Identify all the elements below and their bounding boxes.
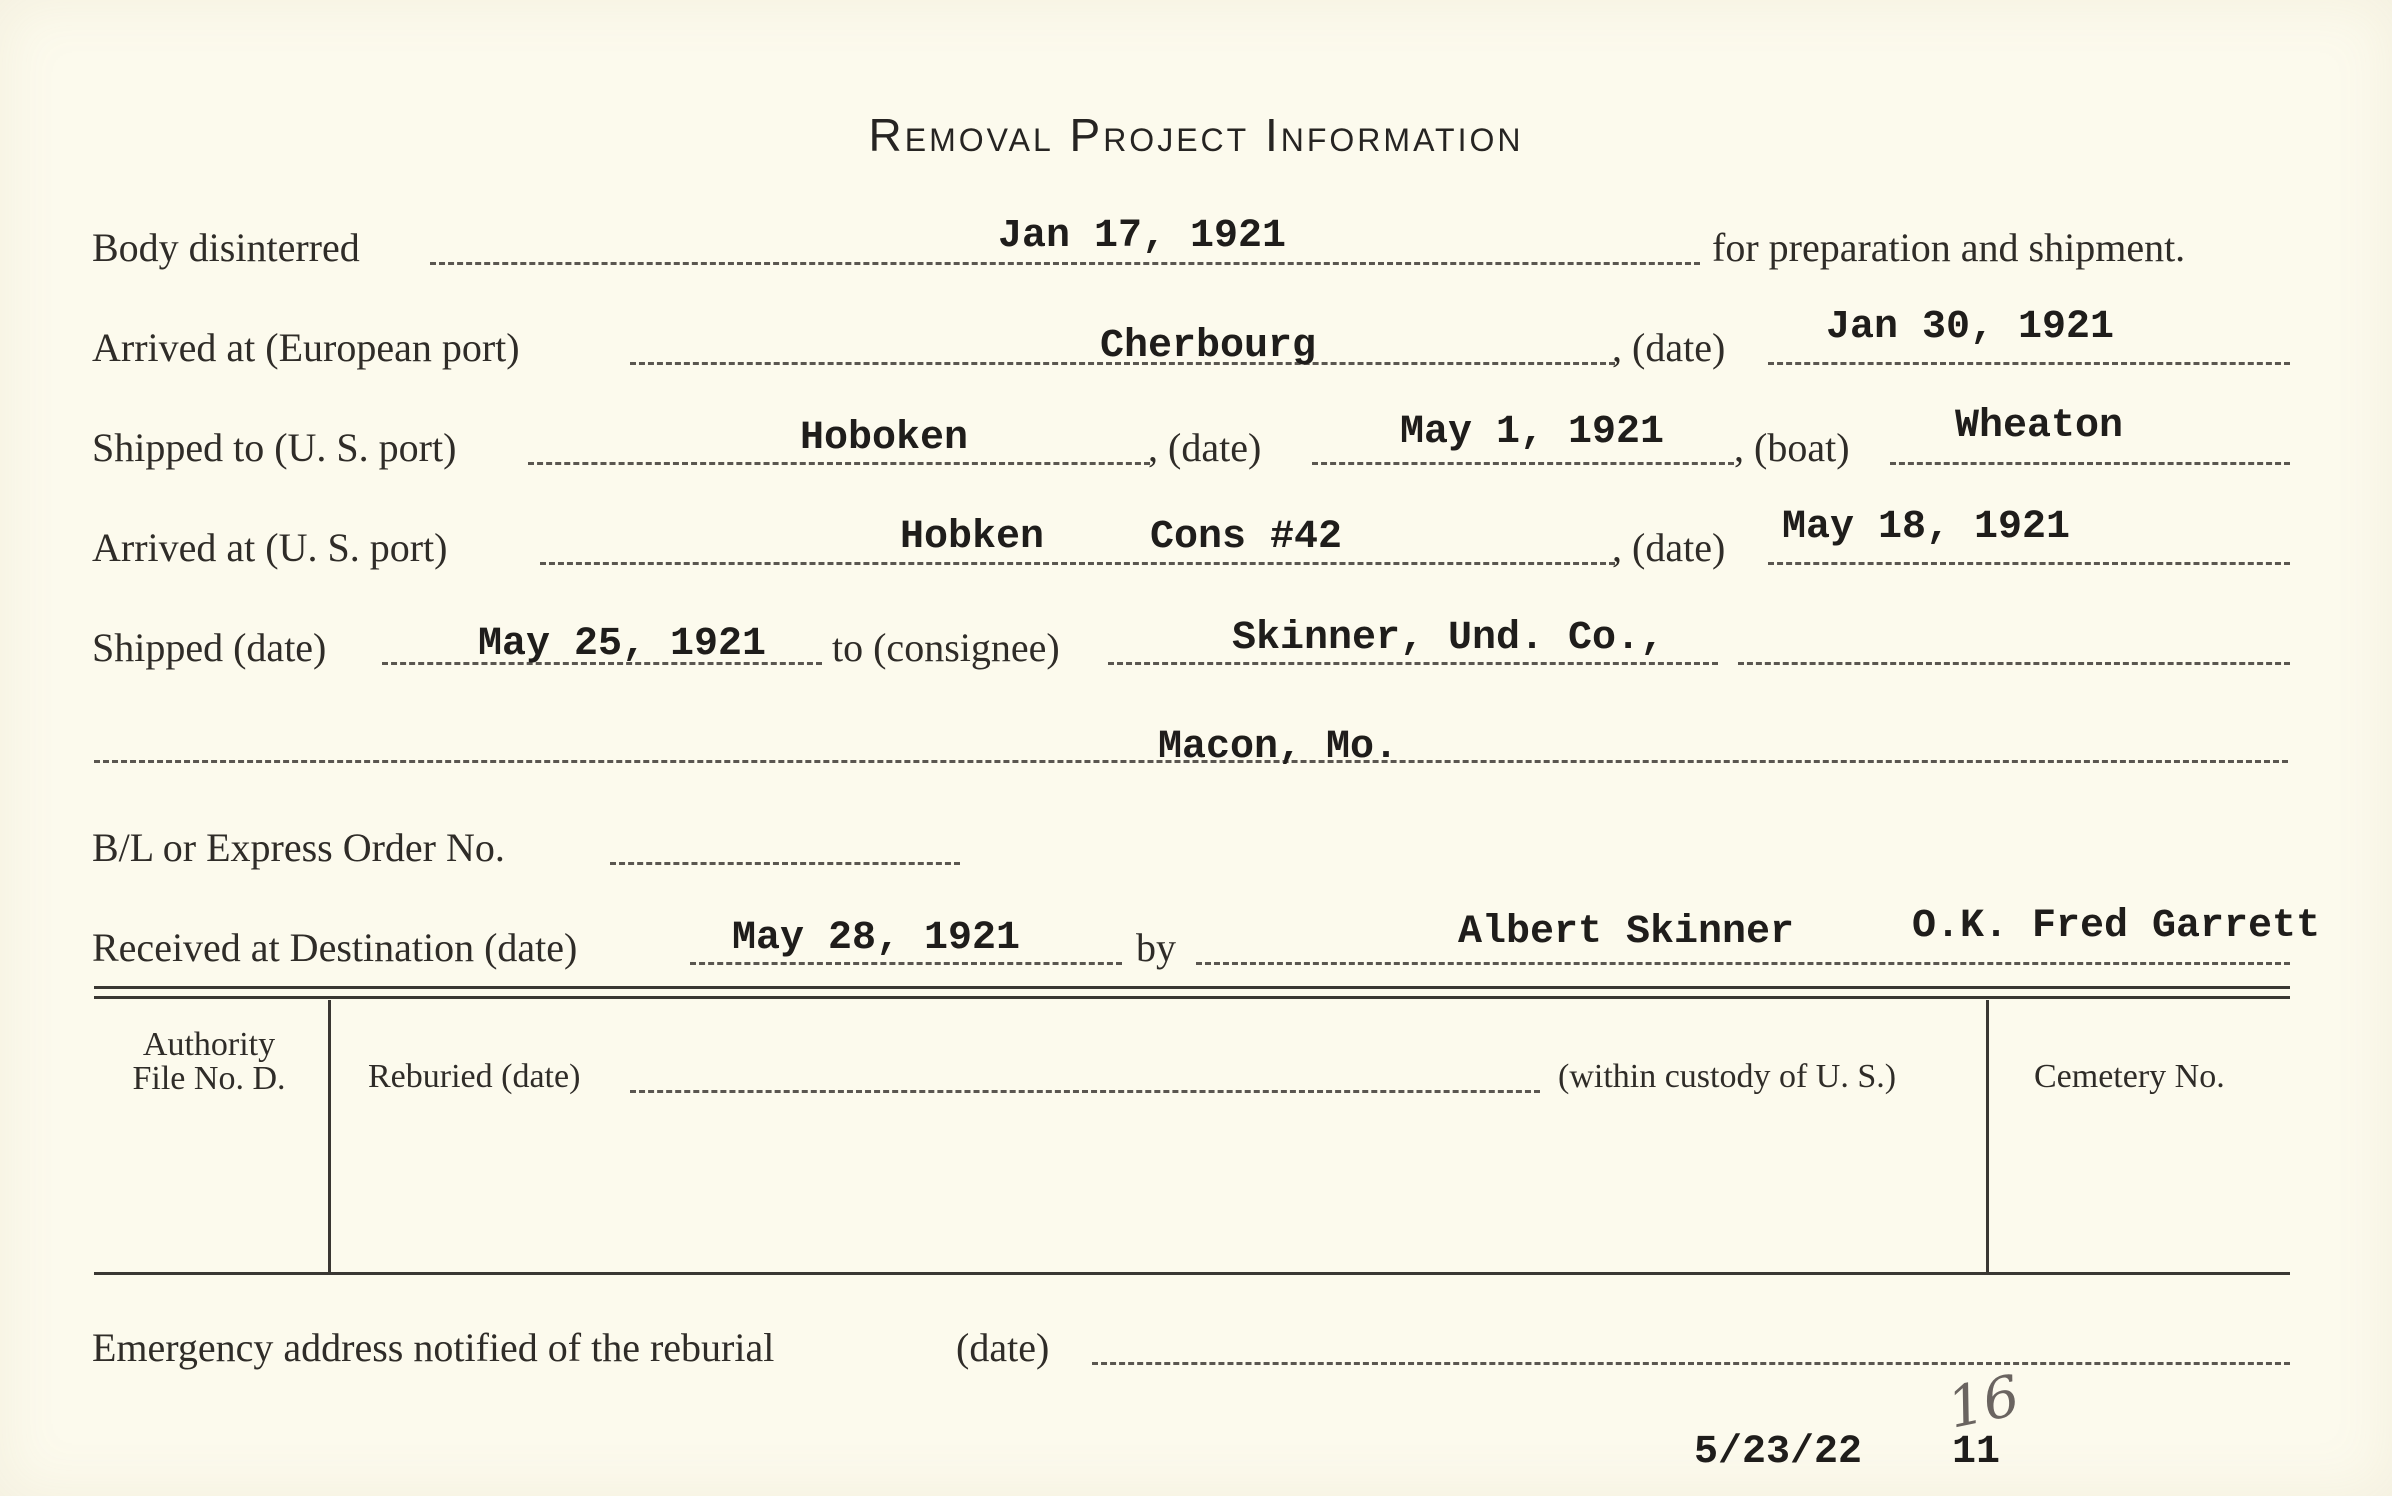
disinterred-label: Body disinterred [92,225,360,270]
footer-number: 11 [1952,1430,2001,1475]
disinterred-date: Jan 17, 1921 [998,214,1287,259]
shipped-us-boat-line [1890,462,2290,465]
table-bottom-rule [94,1272,2290,1275]
consignee-line [1108,662,1718,665]
shipped-us-boat-label: , (boat) [1734,425,1850,470]
bl-line [610,862,960,865]
consignee-line-2 [1738,662,2290,665]
arrived-us-port-line [540,562,1615,565]
reburied-line [630,1090,1540,1093]
arrived-us-date-line [1768,562,2290,565]
shipped-us-date-line [1312,462,1734,465]
disinterred-line [430,262,1700,265]
authority-file-label: File No. D. [132,1060,286,1097]
footer-stamp: 5/23/22 [1694,1430,1863,1475]
shipped-us-date: May 1, 1921 [1400,410,1665,455]
received-by-label: by [1136,925,1176,970]
emergency-label: Emergency address notified of the reburial [92,1325,775,1370]
table-divider-right [1986,1000,1989,1272]
shipped-us-port: Hoboken [800,416,969,461]
handwritten-note: 16 [1942,1363,2026,1442]
arrived-eu-port: Cherbourg [1100,324,1317,369]
table-divider-left [328,1000,331,1272]
received-by-line [1196,962,2290,965]
shipped-us-boat: Wheaton [1955,404,2124,449]
arrived-eu-label: Arrived at (European port) [92,325,520,370]
shipped-date-label: Shipped (date) [92,625,327,670]
received-by: Albert Skinner [1458,910,1795,955]
shipped-us-label: Shipped to (U. S. port) [92,425,457,470]
consignee-address: Macon, Mo. [1158,725,1399,770]
arrived-us-port: Hobken [900,515,1045,560]
arrived-eu-date: Jan 30, 1921 [1826,305,2115,350]
emergency-date-label: (date) [956,1325,1050,1370]
received-date: May 28, 1921 [732,916,1021,961]
disinterred-suffix: for preparation and shipment. [1712,225,2186,270]
received-label: Received at Destination (date) [92,925,578,970]
table-top-rule [94,986,2290,989]
arrived-us-date: May 18, 1921 [1782,505,2071,550]
reburied-label: Reburied (date) [368,1058,581,1095]
custody-label: (within custody of U. S.) [1558,1058,1897,1095]
received-date-line [690,962,1122,965]
arrived-eu-date-label: , (date) [1612,325,1726,370]
consignee: Skinner, Und. Co., [1232,616,1665,661]
arrived-us-date-label: , (date) [1612,525,1726,570]
shipped-date: May 25, 1921 [478,622,767,667]
emergency-line [1092,1362,2290,1365]
shipped-us-date-label: , (date) [1148,425,1262,470]
shipped-us-port-line [528,462,1150,465]
bl-label: B/L or Express Order No. [92,825,505,870]
cemetery-label: Cemetery No. [2034,1058,2225,1095]
card-title: Removal Project Information [868,109,1524,161]
arrived-us-label: Arrived at (U. S. port) [92,525,448,570]
authority-label: Authority [142,1026,276,1063]
arrived-eu-date-line [1768,362,2290,365]
received-ok: O.K. Fred Garrett [1912,904,2321,949]
table-top-rule-2 [94,996,2290,999]
arrived-us-cons: Cons #42 [1150,515,1343,560]
consignee-label: to (consignee) [832,625,1060,670]
